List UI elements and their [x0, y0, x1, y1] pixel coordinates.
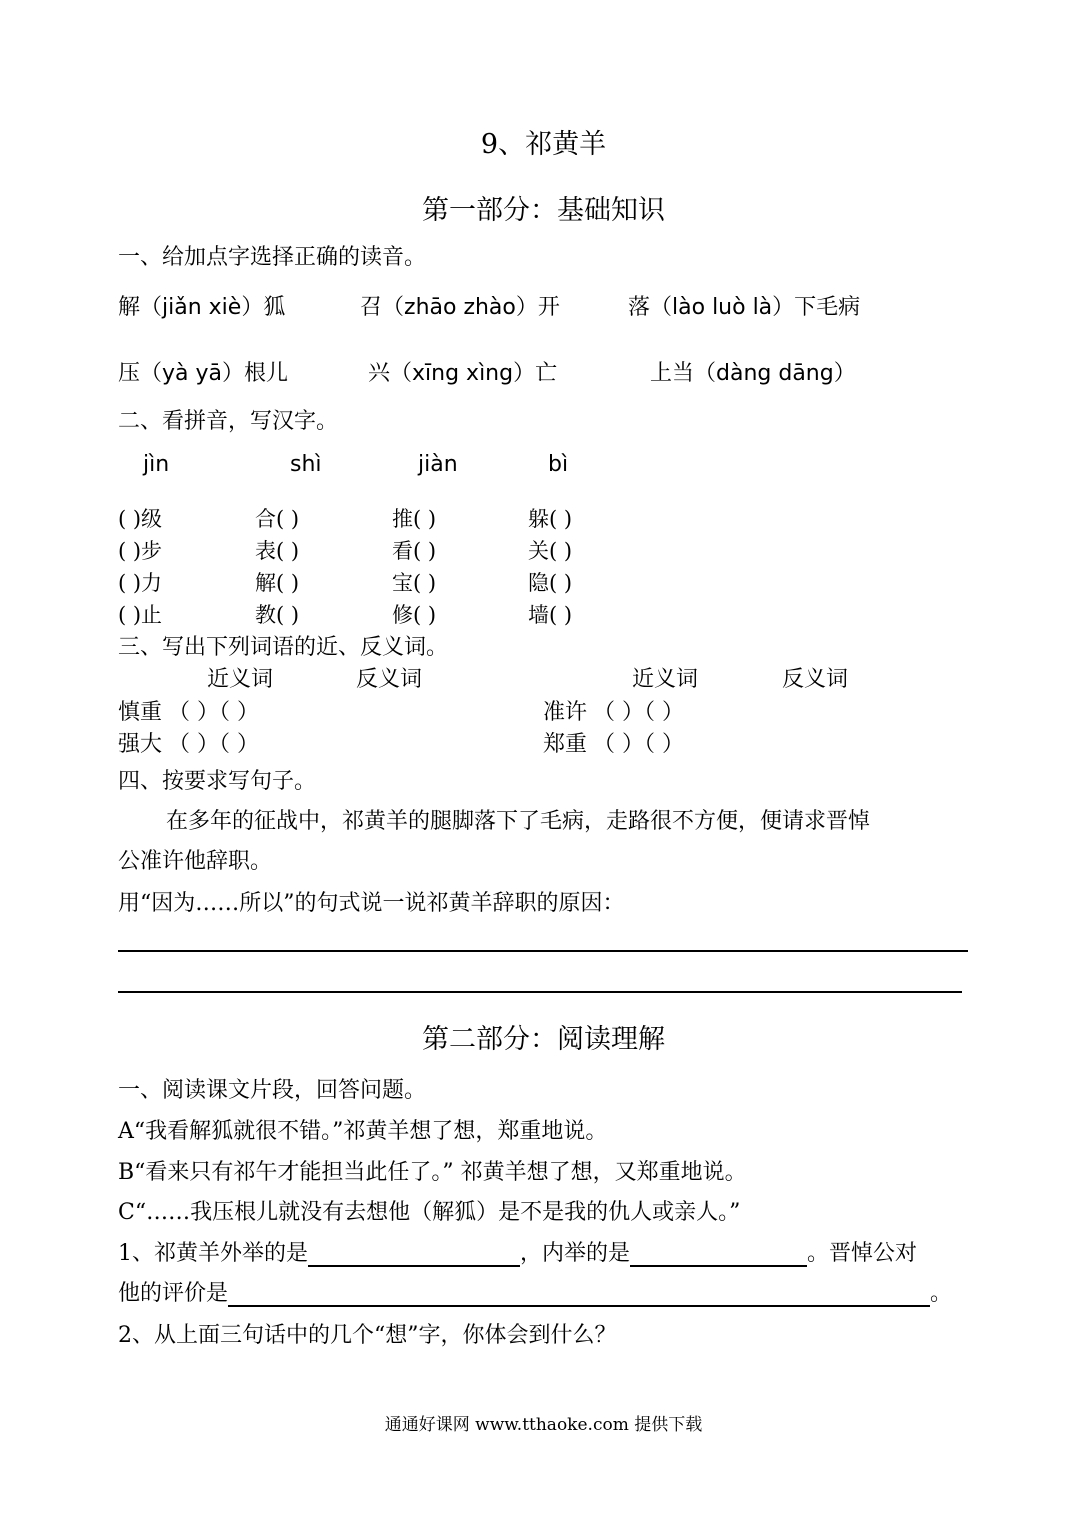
q3-blanks: （ ）（ ）	[593, 700, 684, 725]
q1-pinyin: （yà yā）	[140, 361, 245, 386]
q2-pinyin: bì	[548, 452, 569, 477]
q1-pinyin: （jiǎn xiè）	[140, 295, 264, 320]
q2-cell: ( )止	[118, 603, 163, 627]
reading-sentence-b: B“看来只有祁午才能担当此任了。” 祁黄羊想了想，又郑重地说。	[118, 1160, 747, 1185]
q1-label: 一、给加点字选择正确的读音。	[118, 245, 427, 270]
q3-head-anti: 反义词	[782, 667, 849, 692]
q4-paragraph-line2: 公准许他辞职。	[118, 849, 273, 874]
q3-label: 三、写出下列词语的近、反义词。	[118, 635, 449, 660]
q3-word: 准许	[543, 700, 588, 725]
q4-paragraph-line1: 在多年的征战中，祁黄羊的腿脚落下了毛病，走路很不方便，便请求晋悼	[166, 809, 871, 834]
q1-item	[368, 356, 557, 387]
q2-cell: 推( )	[392, 507, 437, 531]
q1-char: 落	[628, 295, 651, 320]
q2-label: 二、看拼音，写汉字。	[118, 409, 339, 434]
reading-sentence-a: A“我看解狐就很不错。”祁黄羊想了想，郑重地说。	[118, 1119, 608, 1144]
q2-cell: 关( )	[528, 539, 573, 563]
answer-blank[interactable]	[630, 1239, 807, 1267]
q2-cell: 表( )	[255, 539, 300, 563]
q1-char: 上当	[650, 361, 695, 386]
q1-item	[360, 290, 560, 321]
part2-heading: 第二部分：阅读理解	[422, 1024, 665, 1055]
q2-cell: 合( )	[255, 507, 300, 531]
reading-question-1	[118, 1236, 917, 1267]
q4-label: 四、按要求写句子。	[118, 769, 317, 794]
q1-rest: 亡	[535, 361, 558, 386]
q3-blanks: （ ）（ ）	[168, 732, 259, 757]
q1-item	[118, 356, 288, 387]
q4-instruction: 用“因为……所以”的句式说一说祁黄羊辞职的原因：	[118, 891, 625, 916]
answer-blank[interactable]	[228, 1279, 930, 1307]
q1-pinyin: （xīng xìng）	[390, 361, 536, 386]
q3-blanks: （ ）（ ）	[168, 700, 259, 725]
q3-word: 郑重	[543, 732, 588, 757]
q3-word: 慎重	[118, 700, 163, 725]
q2-pinyin: jiàn	[418, 452, 458, 477]
q2-cell: 宝( )	[392, 571, 437, 595]
q1-rest: 下毛病	[794, 295, 861, 320]
answer-line[interactable]	[118, 991, 962, 993]
answer-line[interactable]	[118, 950, 968, 952]
part1-heading: 第一部分：基础知识	[422, 195, 665, 226]
reading-sentence-c: C“……我压根儿就没有去想他（解狐）是不是我的仇人或亲人。”	[118, 1200, 741, 1225]
q2-pinyin: shì	[290, 452, 322, 477]
q3-blanks: （ ）（ ）	[593, 732, 684, 757]
q1-pinyin: （dàng dāng）	[694, 361, 856, 386]
q2-cell: 躲( )	[528, 507, 573, 531]
answer-blank[interactable]	[308, 1239, 520, 1267]
q1-char: 解	[118, 295, 141, 320]
q1-item	[118, 290, 285, 321]
q1-rest: 狐	[263, 295, 286, 320]
q1-rest: 开	[537, 295, 560, 320]
footer-credit: 通通好课网 www.tthaoke.com 提供下载	[384, 1415, 703, 1435]
reading-label: 一、阅读课文片段，回答问题。	[118, 1078, 427, 1103]
q2-cell: ( )力	[118, 571, 163, 595]
q3-head-near: 近义词	[207, 667, 274, 692]
q3-head-near: 近义词	[632, 667, 699, 692]
q1-text: 。	[930, 1281, 953, 1306]
q2-cell: 解( )	[255, 571, 300, 595]
q1-pinyin: （zhāo zhào）	[382, 295, 538, 320]
q1-item	[650, 356, 856, 387]
q1-char: 兴	[368, 361, 391, 386]
q1-text: 他的评价是	[118, 1281, 229, 1306]
reading-question-2: 2、从上面三句话中的几个“想”字，你体会到什么？	[118, 1323, 617, 1348]
q2-cell: ( )步	[118, 539, 163, 563]
page-title: 9、祁黄羊	[480, 129, 607, 160]
q2-cell: 墙( )	[528, 603, 573, 627]
q1-text: 1、祁黄羊外举的是	[118, 1241, 308, 1266]
q2-cell: 隐( )	[528, 571, 573, 595]
q2-cell: 教( )	[255, 603, 300, 627]
q3-head-anti: 反义词	[356, 667, 423, 692]
reading-question-1-line2	[118, 1276, 952, 1307]
q1-char: 召	[360, 295, 383, 320]
q1-text: ，内举的是	[520, 1241, 631, 1266]
q1-text: 。晋悼公对	[807, 1241, 918, 1266]
q2-pinyin: jìn	[143, 452, 170, 477]
q2-cell: 修( )	[392, 603, 437, 627]
q1-char: 压	[118, 361, 141, 386]
q1-rest: 根儿	[244, 361, 289, 386]
q3-word: 强大	[118, 732, 163, 757]
q2-cell: 看( )	[392, 539, 437, 563]
q2-cell: ( )级	[118, 507, 163, 531]
q1-item	[628, 290, 860, 321]
q1-pinyin: （lào luò là）	[650, 295, 795, 320]
